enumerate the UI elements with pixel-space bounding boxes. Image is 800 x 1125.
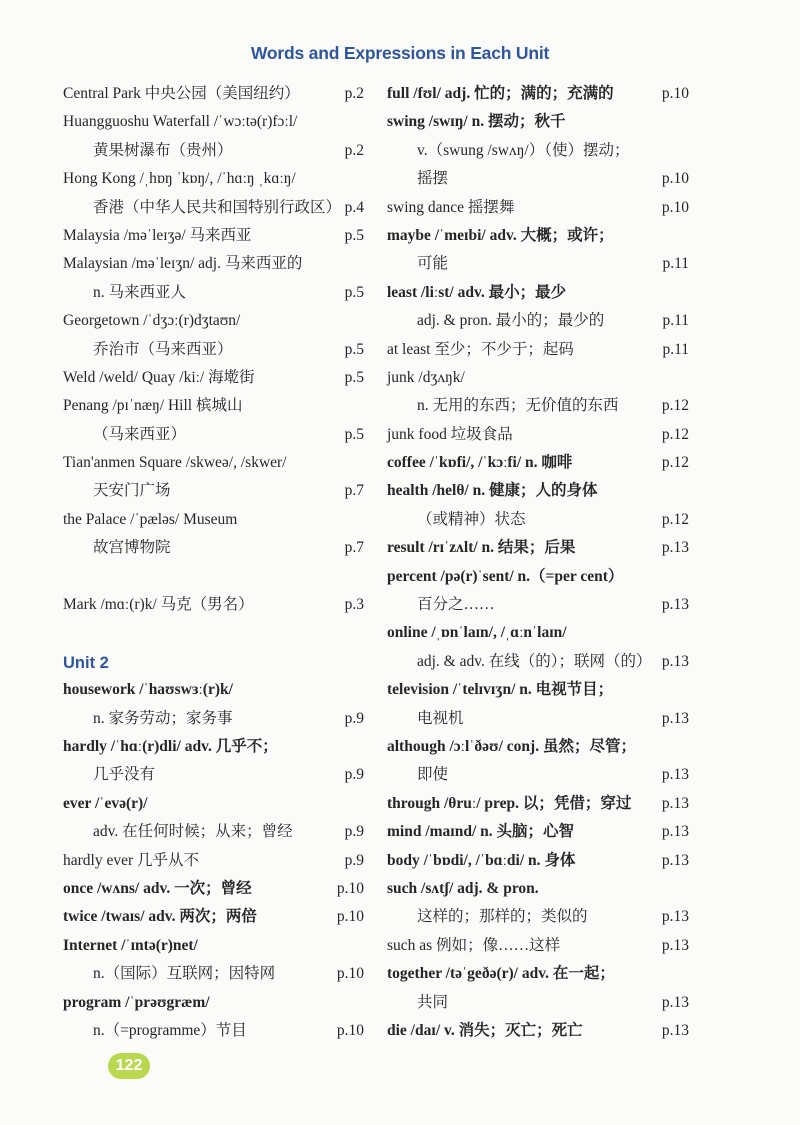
entry-text: through /θruː/ prep. 以；凭借；穿过 [387, 794, 632, 812]
entry-text: Mark /mɑː(r)k/ 马克（男名） [63, 596, 254, 614]
entry-text: such /sʌtʃ/ adj. & pron. [387, 879, 539, 897]
page-reference: p.13 [661, 851, 689, 869]
page-reference: p.10 [336, 908, 364, 926]
entry-text: Internet /ˈɪntə(r)net/ [63, 936, 198, 954]
entry-text: Central Park 中央公园（美国纽约） [63, 85, 300, 102]
entry-text: n. 无用的东西；无价值的东西 [417, 397, 619, 415]
word-entry [387, 534, 687, 562]
page-reference: p.4 [344, 198, 364, 216]
page-number-badge: 122 [108, 1053, 150, 1079]
word-entry [387, 790, 687, 818]
word-entry [63, 903, 363, 931]
page-reference: p.5 [344, 226, 364, 244]
entry-text: Malaysian /məˈleɪʒn/ adj. 马来西亚的 [63, 255, 303, 273]
entry-text: maybe /ˈmeɪbi/ adv. 大概；或许； [387, 226, 614, 244]
word-entry [63, 676, 363, 704]
word-entry [63, 534, 363, 591]
entry-text: Tian'anmen Square /skweə/, /skwer/ [63, 454, 287, 472]
section-title: Words and Expressions in Each Unit [250, 42, 550, 63]
word-entry [387, 761, 687, 789]
page-reference: p.12 [661, 510, 689, 528]
page-reference: p.10 [336, 965, 364, 983]
entry-text: body /ˈbɒdi/, /ˈbɑːdi/ n. 身体 [387, 851, 576, 869]
word-entry [63, 932, 363, 960]
entry-text: 故宫博物院 [93, 539, 171, 557]
word-entry [387, 279, 687, 307]
word-entry [387, 336, 687, 364]
entry-text: n.（=programme）节目 [93, 1021, 247, 1039]
page-reference: p.13 [661, 993, 689, 1011]
entry-text: hardly ever 几乎从不 [63, 851, 200, 869]
page-reference: p.7 [344, 539, 364, 557]
entry-text: 天安门广场 [93, 482, 171, 500]
page-reference: p.3 [344, 596, 364, 614]
page-reference: p.13 [661, 709, 689, 727]
entry-text: n.（国际）互联网；因特网 [93, 965, 276, 983]
entry-text: 可能 [417, 255, 449, 273]
word-entry [387, 194, 687, 222]
entry-text: 即使 [417, 766, 449, 784]
word-entry [63, 1017, 363, 1045]
entry-text: junk food 垃圾食品 [387, 425, 513, 443]
entry-text: 摇摆 [417, 170, 449, 188]
word-entry [63, 847, 363, 875]
word-entry [387, 222, 687, 250]
entry-text: ever /ˈevə(r)/ [63, 794, 148, 812]
word-entry [387, 108, 687, 136]
word-entry [387, 307, 687, 335]
section-header [0, 38, 800, 68]
word-entry [387, 477, 687, 505]
entry-text: the Palace /ˈpæləs/ Museum [63, 510, 238, 528]
word-entry [387, 364, 687, 392]
page-reference: p.5 [344, 368, 364, 386]
dotted-rule-left [0, 51, 243, 55]
page-reference: p.13 [661, 539, 689, 557]
entry-text: health /helθ/ n. 健康；人的身体 [387, 482, 598, 500]
entry-text: swing /swɪŋ/ n. 摆动；秋千 [387, 113, 566, 131]
entry-text: program /ˈprəʊgræm/ [63, 993, 210, 1011]
word-entry [387, 619, 687, 647]
page-reference: p.2 [344, 85, 364, 102]
entry-text: Hong Kong /ˌhɒŋ ˈkɒŋ/, /ˈhɑːŋ ˌkɑːŋ/ [63, 170, 296, 188]
word-entry [63, 250, 363, 278]
page-reference: p.5 [344, 425, 364, 443]
word-entry [387, 989, 687, 1017]
entry-text: 这样的；那样的；类似的 [417, 908, 588, 926]
entry-text: twice /twaɪs/ adv. 两次；两倍 [63, 908, 257, 926]
word-entry [387, 1017, 687, 1045]
word-entry [387, 137, 687, 165]
word-entry [387, 875, 687, 903]
page-reference: p.13 [661, 823, 689, 841]
entry-text: at least 至少；不少于；起码 [387, 340, 574, 358]
right-word-column [387, 80, 687, 1045]
word-entry [63, 506, 363, 534]
word-entry [387, 591, 687, 619]
word-entry [63, 137, 363, 165]
entry-text: adv. 在任何时候；从来；曾经 [93, 823, 293, 841]
entry-text: coffee /ˈkɒfi/, /ˈkɔːfi/ n. 咖啡 [387, 454, 573, 472]
word-entry [63, 705, 363, 733]
entry-text: mind /maɪnd/ n. 头脑；心智 [387, 823, 575, 841]
word-entry [63, 222, 363, 250]
page-reference: p.9 [344, 709, 364, 727]
word-entry [387, 676, 687, 704]
page-reference: p.2 [344, 141, 364, 159]
entry-text: once /wʌns/ adv. 一次；曾经 [63, 879, 252, 897]
word-entry [63, 960, 363, 988]
word-entry [63, 477, 363, 505]
entry-text: Malaysia /məˈleɪʒə/ 马来西亚 [63, 226, 252, 244]
entry-text: such as 例如；像……这样 [387, 936, 561, 954]
page-reference: p.11 [662, 340, 689, 358]
page-reference: p.12 [661, 397, 689, 415]
word-entry [387, 80, 687, 108]
page-reference: p.11 [662, 312, 689, 330]
entry-text: Huangguoshu Waterfall /ˈwɔːtə(r)fɔːl/ [63, 113, 298, 131]
entry-text: 几乎没有 [93, 766, 156, 784]
entry-text: Penang /pɪˈnæŋ/ Hill 槟城山 [63, 397, 243, 415]
word-entry [63, 194, 363, 222]
entry-text: （或精神）状态 [417, 510, 526, 528]
word-entry [63, 591, 363, 648]
word-entry [63, 336, 363, 364]
page-reference: p.10 [336, 879, 364, 897]
page-reference: p.10 [661, 170, 689, 188]
word-entry [387, 648, 687, 676]
word-entry [387, 705, 687, 733]
entry-text: Weld /weld/ Quay /kiː/ 海墘街 [63, 368, 255, 386]
word-entry [63, 108, 363, 136]
word-entry [63, 818, 363, 846]
entry-text: together /təˈgeðə(r)/ adv. 在一起； [387, 965, 615, 983]
word-entry [387, 733, 687, 761]
entry-text: junk /dʒʌŋk/ [387, 368, 465, 386]
page-reference: p.10 [661, 85, 689, 102]
page-reference: p.7 [344, 482, 364, 500]
word-entry [63, 392, 363, 420]
entry-text: v.（swung /swʌŋ/）（使）摆动； [417, 141, 630, 159]
page-reference: p.10 [336, 1021, 364, 1039]
word-entry [63, 875, 363, 903]
page-reference: p.9 [344, 766, 364, 784]
word-entry [387, 563, 687, 591]
entry-text: 香港（中华人民共和国特别行政区） [93, 198, 342, 216]
word-entry [387, 421, 687, 449]
word-entry [387, 960, 687, 988]
entry-text: although /ɔːlˈðəʊ/ conj. 虽然；尽管； [387, 737, 636, 755]
entry-text: （马来西亚） [93, 425, 187, 443]
page-reference: p.12 [661, 454, 689, 472]
word-entry [387, 165, 687, 193]
word-entry [63, 307, 363, 335]
entry-text: full /fʊl/ adj. 忙的；满的；充满的 [387, 85, 614, 102]
unit-heading-text: Unit 2 [63, 653, 109, 672]
entry-text: adj. & adv. 在线（的）；联网（的） [417, 652, 652, 670]
entry-text: television /ˈtelɪvɪʒn/ n. 电视节目； [387, 681, 614, 699]
word-entry [63, 80, 363, 108]
entry-text: n. 家务劳动；家务事 [93, 709, 233, 727]
word-entry [63, 421, 363, 449]
page-reference: p.13 [661, 652, 689, 670]
word-entry [387, 903, 687, 931]
page-reference: p.13 [661, 766, 689, 784]
page-reference: p.11 [662, 255, 689, 273]
entry-text: n. 马来西亚人 [93, 283, 187, 301]
entry-text: result /rɪˈzʌlt/ n. 结果；后果 [387, 539, 576, 557]
word-entry [63, 279, 363, 307]
page-reference: p.9 [344, 823, 364, 841]
word-entry [387, 392, 687, 420]
entry-text: adj. & pron. 最小的；最少的 [417, 312, 605, 330]
page-reference: p.9 [344, 851, 364, 869]
entry-text: swing dance 摇摆舞 [387, 198, 515, 216]
page-reference: p.12 [661, 425, 689, 443]
word-entry [387, 449, 687, 477]
page-reference: p.13 [661, 596, 689, 614]
entry-text: Georgetown /ˈdʒɔː(r)dʒtaʊn/ [63, 312, 241, 330]
entry-text: 黄果树瀑布（贵州） [93, 141, 233, 159]
word-entry [63, 449, 363, 477]
word-entry [63, 165, 363, 193]
entry-text: die /daɪ/ v. 消失；灭亡；死亡 [387, 1021, 583, 1039]
page-reference: p.13 [661, 908, 689, 926]
entry-text: 共同 [417, 993, 449, 1011]
word-entry [63, 364, 363, 392]
entry-text: percent /pə(r)ˈsent/ n.（=per cent） [387, 567, 624, 585]
entry-text: least /liːst/ adv. 最小；最少 [387, 283, 567, 301]
page-reference: p.13 [661, 794, 689, 812]
word-entry [387, 818, 687, 846]
entry-text: 电视机 [417, 709, 464, 727]
entry-text: 乔治市（马来西亚） [93, 340, 233, 358]
left-word-column [63, 80, 363, 1045]
entry-text: online /ˌɒnˈlaɪn/, /ˌɑːnˈlaɪn/ [387, 624, 567, 642]
dotted-rule-right [557, 51, 800, 55]
word-entry [63, 733, 363, 761]
page-reference: p.13 [661, 936, 689, 954]
entry-text: hardly /ˈhɑː(r)dli/ adv. 几乎不； [63, 738, 278, 756]
page-reference: p.5 [344, 340, 364, 358]
word-entry [387, 506, 687, 534]
page-reference: p.5 [344, 283, 364, 301]
page-reference: p.13 [661, 1021, 689, 1039]
word-entry [63, 989, 363, 1017]
page-reference: p.10 [661, 198, 689, 216]
word-entry [387, 847, 687, 875]
unit-heading [63, 648, 363, 676]
entry-text: 百分之…… [417, 596, 495, 614]
word-entry [63, 790, 363, 818]
entry-text: housework /ˈhaʊswɜː(r)k/ [63, 681, 233, 699]
word-entry [387, 250, 687, 278]
word-entry [387, 932, 687, 960]
word-entry [63, 761, 363, 789]
